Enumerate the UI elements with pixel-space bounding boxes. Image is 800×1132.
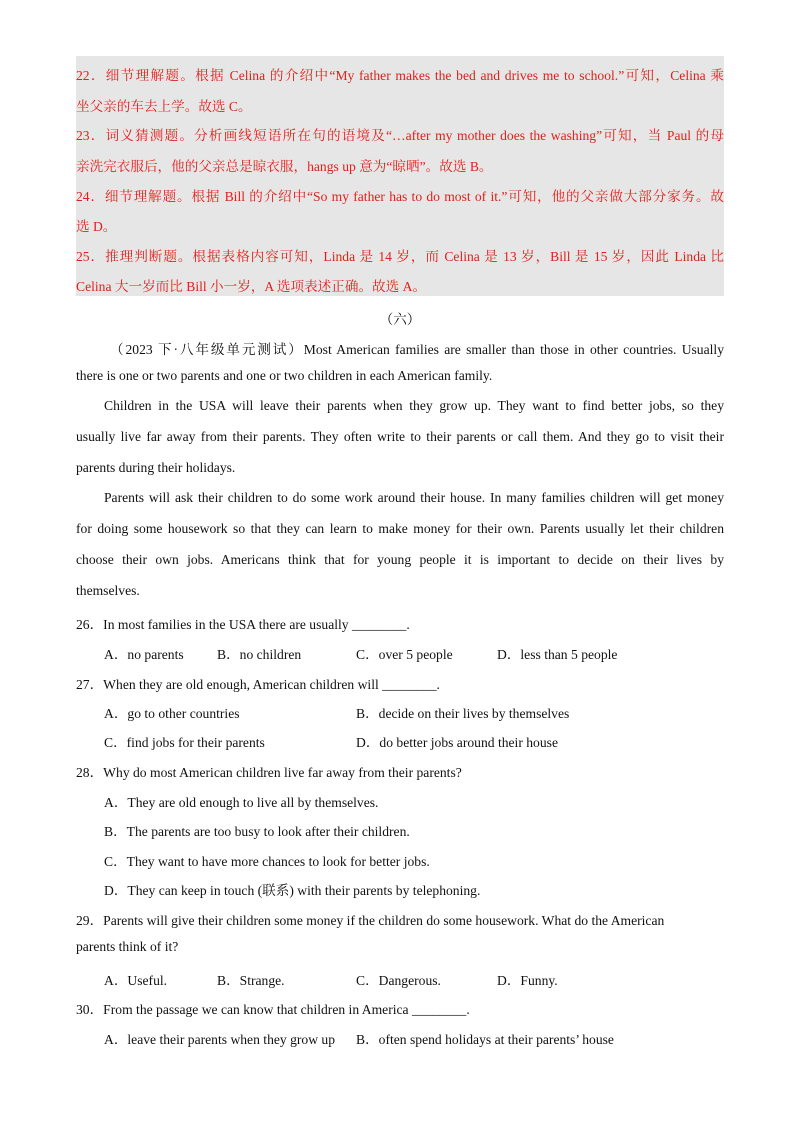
q27-option-a[interactable]: A．go to other countries (104, 706, 240, 721)
question-29-stem: 29．Parents will give their children some money if the children do some housework. What do the American (76, 913, 665, 928)
answer-line: 25．推理判断题。根据表格内容可知，Linda 是 14 岁，而 Celina 是 13 岁，Bill 是 15 岁，因此 Linda 比 (76, 249, 724, 264)
q30-option-a[interactable]: A．leave their parents when they grow up (104, 1032, 336, 1047)
q28-option-c[interactable]: C．They want to have more chances to look for better jobs. (104, 854, 430, 869)
passage-line: for doing some housework so that they can learn to make money for their own. Parents usually let their children (76, 521, 724, 536)
passage-line: Parents will ask their children to do some work around their house. In many families children will get money (104, 490, 724, 505)
q30-option-b[interactable]: B．often spend holidays at their parents’ house (356, 1032, 614, 1047)
question-29-stem-continued: parents think of it? (76, 939, 179, 954)
passage-line: Children in the USA will leave their parents when they grow up. They want to find better jobs, so they (104, 398, 724, 413)
answer-line: 亲洗完衣服后，他的父亲总是晾衣服，hangs up 意为“晾晒”。故选 B。 (76, 159, 493, 174)
q26-option-b[interactable]: B．no children (217, 647, 302, 662)
passage-line: （2023 下·八年级单元测试）Most American families are smaller than those in other countries. Usually (110, 342, 724, 357)
q26-option-c[interactable]: C．over 5 people (356, 647, 453, 662)
question-30-stem: 30．From the passage we can know that children in America ________. (76, 1002, 470, 1017)
answer-line: 23．词义猜测题。分析画线短语所在句的语境及“…after my mother does the washing”可知，当 Paul 的母 (76, 128, 724, 143)
q26-option-a[interactable]: A．no parents (104, 647, 184, 662)
q28-option-a[interactable]: A．They are old enough to live all by themselves. (104, 795, 379, 810)
answer-line: 24．细节理解题。根据 Bill 的介绍中“So my father has to do most of it.”可知，他的父亲做大部分家务。故 (76, 189, 724, 204)
question-27-stem: 27．When they are old enough, American children will ________. (76, 677, 440, 692)
passage-line: there is one or two parents and one or two children in each American family. (76, 368, 493, 383)
q27-option-b[interactable]: B．decide on their lives by themselves (356, 706, 570, 721)
passage-line: parents during their holidays. (76, 460, 236, 475)
passage-line: usually live far away from their parents. They often write to their parents or call them. And they go to visit their (76, 429, 724, 444)
q27-option-d[interactable]: D．do better jobs around their house (356, 735, 558, 750)
question-28-stem: 28．Why do most American children live far away from their parents? (76, 765, 462, 780)
q26-option-d[interactable]: D．less than 5 people (497, 647, 618, 662)
answer-line: 坐父亲的车去上学。故选 C。 (76, 99, 252, 114)
q29-option-a[interactable]: A．Useful. (104, 973, 168, 988)
answer-line: 选 D。 (76, 219, 117, 234)
q29-option-b[interactable]: B．Strange. (217, 973, 285, 988)
answer-explanation-box (76, 56, 724, 296)
q28-option-d[interactable]: D．They can keep in touch (联系) with their parents by telephoning. (104, 883, 481, 898)
question-26-stem: 26．In most families in the USA there are usually ________. (76, 617, 410, 632)
q27-option-c[interactable]: C．find jobs for their parents (104, 735, 265, 750)
q28-option-b[interactable]: B．The parents are too busy to look after their children. (104, 824, 410, 839)
passage-line: choose their own jobs. Americans think that for young people it is important to decide on their lives by (76, 552, 724, 567)
answer-line: Celina 大一岁而比 Bill 小一岁，A 选项表述正确。故选 A。 (76, 279, 427, 294)
q29-option-d[interactable]: D．Funny. (497, 973, 558, 988)
q29-option-c[interactable]: C．Dangerous. (356, 973, 441, 988)
answer-line: 22．细节理解题。根据 Celina 的介绍中“My father makes the bed and drives me to school.”可知，Celina 乘 (76, 68, 724, 83)
section-title: （六） (379, 312, 421, 327)
passage-line: themselves. (76, 583, 140, 598)
